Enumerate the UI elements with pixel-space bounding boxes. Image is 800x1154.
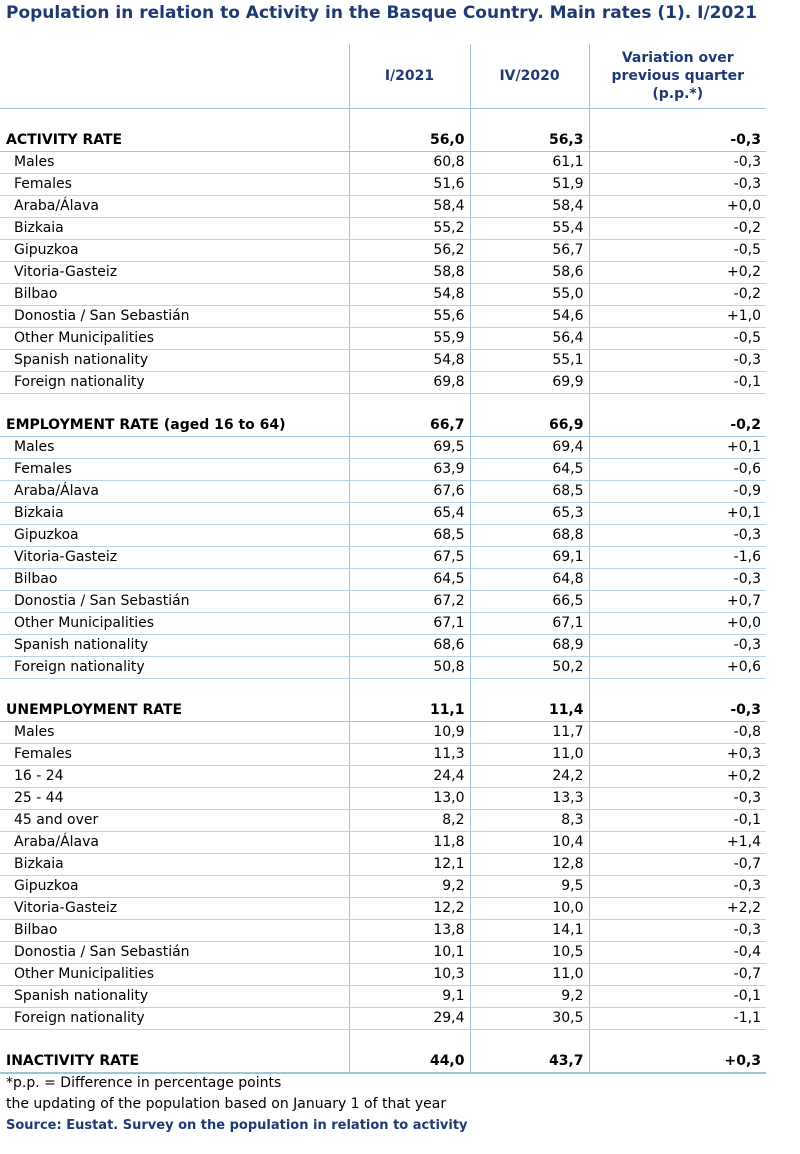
row-value: 9,1: [349, 986, 470, 1008]
row-label: Foreign nationality: [0, 372, 349, 394]
row-value: -0,6: [589, 459, 766, 481]
spacer-cell: [470, 109, 589, 131]
row-label: Gipuzkoa: [0, 240, 349, 262]
row-value: 12,8: [470, 854, 589, 876]
table-row: [0, 766, 766, 788]
row-value: 69,5: [349, 437, 470, 459]
row-value: 11,8: [349, 832, 470, 854]
row-label: Other Municipalities: [0, 328, 349, 350]
table-row: [0, 810, 766, 832]
header-i2021: I/2021: [349, 44, 470, 109]
row-value: +0,6: [589, 657, 766, 679]
page-title: Population in relation to Activity in the Basque Country. Main rates (1). I/2021: [6, 3, 757, 23]
row-label: Spanish nationality: [0, 350, 349, 372]
row-value: 13,8: [349, 920, 470, 942]
row-value: 60,8: [349, 152, 470, 174]
row-value: -0,3: [589, 174, 766, 196]
section-value: 44,0: [349, 1051, 470, 1073]
table-row: [0, 328, 766, 350]
spacer-cell: [589, 109, 766, 131]
rates-table: [0, 44, 766, 1074]
row-value: 10,5: [470, 942, 589, 964]
row-value: -0,2: [589, 218, 766, 240]
row-value: 55,1: [470, 350, 589, 372]
table-row: [0, 174, 766, 196]
row-label: Females: [0, 744, 349, 766]
footnote-pp: *p.p. = Difference in percentage points: [6, 1075, 282, 1091]
row-label: Vitoria-Gasteiz: [0, 262, 349, 284]
table-header-row: [0, 44, 766, 109]
row-value: +0,3: [589, 744, 766, 766]
row-value: 58,8: [349, 262, 470, 284]
row-label: Araba/Álava: [0, 196, 349, 218]
row-label: Vitoria-Gasteiz: [0, 898, 349, 920]
row-value: +0,1: [589, 503, 766, 525]
row-value: 30,5: [470, 1008, 589, 1030]
row-value: 55,9: [349, 328, 470, 350]
row-value: 58,6: [470, 262, 589, 284]
row-value: 9,2: [349, 876, 470, 898]
row-value: 55,2: [349, 218, 470, 240]
table-row: [0, 547, 766, 569]
row-label: Males: [0, 437, 349, 459]
row-label: Bizkaia: [0, 218, 349, 240]
row-label: Males: [0, 152, 349, 174]
row-label: Foreign nationality: [0, 1008, 349, 1030]
row-value: -0,1: [589, 986, 766, 1008]
row-label: 45 and over: [0, 810, 349, 832]
table-row: [0, 437, 766, 459]
row-value: 51,6: [349, 174, 470, 196]
row-value: 64,5: [470, 459, 589, 481]
row-label: Bilbao: [0, 284, 349, 306]
row-value: 55,6: [349, 306, 470, 328]
table-row: [0, 1008, 766, 1030]
spacer-cell: [470, 394, 589, 416]
row-value: 67,1: [470, 613, 589, 635]
source-note: Source: Eustat. Survey on the population in relation to activity: [6, 1118, 468, 1133]
spacer-row: [0, 679, 766, 701]
row-label: Other Municipalities: [0, 964, 349, 986]
row-value: 12,2: [349, 898, 470, 920]
row-value: -0,9: [589, 481, 766, 503]
section-value: 66,7: [349, 415, 470, 437]
row-label: Bizkaia: [0, 503, 349, 525]
table-row: [0, 986, 766, 1008]
section-label: INACTIVITY RATE: [0, 1051, 349, 1073]
section-value: 11,1: [349, 700, 470, 722]
table-row: [0, 876, 766, 898]
section-row: [0, 700, 766, 722]
row-label: Spanish nationality: [0, 635, 349, 657]
table-row: [0, 481, 766, 503]
spacer-cell: [0, 109, 349, 131]
row-value: 9,5: [470, 876, 589, 898]
section-value: -0,2: [589, 415, 766, 437]
header-variation: Variation over previous quarter (p.p.*): [589, 44, 766, 109]
row-value: 14,1: [470, 920, 589, 942]
row-value: 50,2: [470, 657, 589, 679]
row-value: -0,3: [589, 350, 766, 372]
row-value: 11,0: [470, 744, 589, 766]
table-row: [0, 569, 766, 591]
spacer-cell: [470, 679, 589, 701]
row-label: Males: [0, 722, 349, 744]
row-value: 9,2: [470, 986, 589, 1008]
spacer-cell: [349, 1030, 470, 1052]
spacer-row: [0, 394, 766, 416]
row-value: 29,4: [349, 1008, 470, 1030]
row-label: 16 - 24: [0, 766, 349, 788]
table-row: [0, 613, 766, 635]
row-value: -1,1: [589, 1008, 766, 1030]
row-value: -0,5: [589, 328, 766, 350]
table-row: [0, 372, 766, 394]
table-row: [0, 920, 766, 942]
section-value: 11,4: [470, 700, 589, 722]
row-value: -0,3: [589, 525, 766, 547]
row-value: 68,5: [349, 525, 470, 547]
row-value: 13,3: [470, 788, 589, 810]
row-value: -0,3: [589, 569, 766, 591]
table-row: [0, 591, 766, 613]
table-row: [0, 350, 766, 372]
row-value: -0,1: [589, 372, 766, 394]
row-value: 11,3: [349, 744, 470, 766]
row-value: +0,7: [589, 591, 766, 613]
row-value: 67,6: [349, 481, 470, 503]
row-value: +1,0: [589, 306, 766, 328]
row-value: 12,1: [349, 854, 470, 876]
row-value: 10,1: [349, 942, 470, 964]
row-value: +0,0: [589, 613, 766, 635]
row-value: -0,8: [589, 722, 766, 744]
row-label: Females: [0, 459, 349, 481]
row-value: 10,0: [470, 898, 589, 920]
row-value: +2,2: [589, 898, 766, 920]
section-label: UNEMPLOYMENT RATE: [0, 700, 349, 722]
row-value: 11,7: [470, 722, 589, 744]
table-row: [0, 240, 766, 262]
spacer-cell: [589, 679, 766, 701]
row-value: -0,7: [589, 964, 766, 986]
row-value: 56,4: [470, 328, 589, 350]
spacer-cell: [0, 394, 349, 416]
row-value: 8,3: [470, 810, 589, 832]
row-value: 55,4: [470, 218, 589, 240]
footnote-population: the updating of the population based on January 1 of that year: [6, 1096, 447, 1112]
row-value: 54,8: [349, 284, 470, 306]
table-row: [0, 832, 766, 854]
row-value: 61,1: [470, 152, 589, 174]
row-value: 67,1: [349, 613, 470, 635]
header-blank: [0, 44, 349, 109]
row-value: 68,8: [470, 525, 589, 547]
spacer-row: [0, 1030, 766, 1052]
row-value: 58,4: [349, 196, 470, 218]
section-value: 56,3: [470, 130, 589, 152]
row-value: 24,2: [470, 766, 589, 788]
row-label: Females: [0, 174, 349, 196]
row-value: 63,9: [349, 459, 470, 481]
row-value: +0,0: [589, 196, 766, 218]
row-label: Donostia / San Sebastián: [0, 942, 349, 964]
row-label: Araba/Álava: [0, 481, 349, 503]
section-row: [0, 1051, 766, 1073]
table-row: [0, 196, 766, 218]
table-row: [0, 459, 766, 481]
row-value: 56,2: [349, 240, 470, 262]
spacer-cell: [349, 109, 470, 131]
section-value: -0,3: [589, 130, 766, 152]
row-label: Gipuzkoa: [0, 525, 349, 547]
row-value: 65,4: [349, 503, 470, 525]
row-value: 24,4: [349, 766, 470, 788]
row-value: -0,7: [589, 854, 766, 876]
row-value: 66,5: [470, 591, 589, 613]
table-row: [0, 306, 766, 328]
row-value: 69,9: [470, 372, 589, 394]
spacer-cell: [0, 1030, 349, 1052]
section-value: 66,9: [470, 415, 589, 437]
section-row: [0, 415, 766, 437]
spacer-cell: [589, 1030, 766, 1052]
row-value: 69,8: [349, 372, 470, 394]
section-value: +0,3: [589, 1051, 766, 1073]
row-value: 50,8: [349, 657, 470, 679]
row-label: 25 - 44: [0, 788, 349, 810]
row-label: Araba/Álava: [0, 832, 349, 854]
row-label: Donostia / San Sebastián: [0, 306, 349, 328]
row-value: 69,4: [470, 437, 589, 459]
row-value: 51,9: [470, 174, 589, 196]
spacer-row: [0, 109, 766, 131]
row-value: 65,3: [470, 503, 589, 525]
section-value: 43,7: [470, 1051, 589, 1073]
row-value: 8,2: [349, 810, 470, 832]
row-value: 67,5: [349, 547, 470, 569]
table-row: [0, 525, 766, 547]
table-row: [0, 657, 766, 679]
row-value: 13,0: [349, 788, 470, 810]
row-value: 11,0: [470, 964, 589, 986]
row-label: Bizkaia: [0, 854, 349, 876]
spacer-cell: [470, 1030, 589, 1052]
row-value: 54,8: [349, 350, 470, 372]
spacer-cell: [589, 394, 766, 416]
row-label: Other Municipalities: [0, 613, 349, 635]
row-value: 10,4: [470, 832, 589, 854]
table-row: [0, 964, 766, 986]
row-value: 68,6: [349, 635, 470, 657]
section-value: 56,0: [349, 130, 470, 152]
row-value: -0,3: [589, 920, 766, 942]
row-value: +0,2: [589, 766, 766, 788]
section-label: EMPLOYMENT RATE (aged 16 to 64): [0, 415, 349, 437]
table-row: [0, 262, 766, 284]
table-row: [0, 854, 766, 876]
row-value: 10,3: [349, 964, 470, 986]
row-label: Spanish nationality: [0, 986, 349, 1008]
table-row: [0, 284, 766, 306]
spacer-cell: [349, 679, 470, 701]
table-row: [0, 788, 766, 810]
section-value: -0,3: [589, 700, 766, 722]
row-value: 64,5: [349, 569, 470, 591]
rates-table-body: [0, 44, 766, 1073]
row-value: +0,1: [589, 437, 766, 459]
row-value: 67,2: [349, 591, 470, 613]
row-value: +0,2: [589, 262, 766, 284]
row-value: 54,6: [470, 306, 589, 328]
row-value: -0,3: [589, 788, 766, 810]
row-value: -1,6: [589, 547, 766, 569]
section-row: [0, 130, 766, 152]
row-value: -0,1: [589, 810, 766, 832]
row-value: 69,1: [470, 547, 589, 569]
row-label: Foreign nationality: [0, 657, 349, 679]
row-value: 64,8: [470, 569, 589, 591]
row-label: Vitoria-Gasteiz: [0, 547, 349, 569]
row-value: -0,3: [589, 635, 766, 657]
row-label: Gipuzkoa: [0, 876, 349, 898]
row-value: -0,5: [589, 240, 766, 262]
header-iv2020: IV/2020: [470, 44, 589, 109]
table-row: [0, 218, 766, 240]
row-value: 58,4: [470, 196, 589, 218]
spacer-cell: [0, 679, 349, 701]
row-value: -0,3: [589, 876, 766, 898]
row-value: 68,5: [470, 481, 589, 503]
table-row: [0, 635, 766, 657]
section-label: ACTIVITY RATE: [0, 130, 349, 152]
table-row: [0, 898, 766, 920]
table-row: [0, 942, 766, 964]
row-value: -0,2: [589, 284, 766, 306]
row-label: Donostia / San Sebastián: [0, 591, 349, 613]
table-row: [0, 744, 766, 766]
spacer-cell: [349, 394, 470, 416]
table-row: [0, 152, 766, 174]
row-value: 68,9: [470, 635, 589, 657]
row-value: 55,0: [470, 284, 589, 306]
row-value: -0,3: [589, 152, 766, 174]
table-row: [0, 722, 766, 744]
table-row: [0, 503, 766, 525]
row-label: Bilbao: [0, 569, 349, 591]
row-value: 56,7: [470, 240, 589, 262]
row-value: -0,4: [589, 942, 766, 964]
row-label: Bilbao: [0, 920, 349, 942]
row-value: +1,4: [589, 832, 766, 854]
row-value: 10,9: [349, 722, 470, 744]
